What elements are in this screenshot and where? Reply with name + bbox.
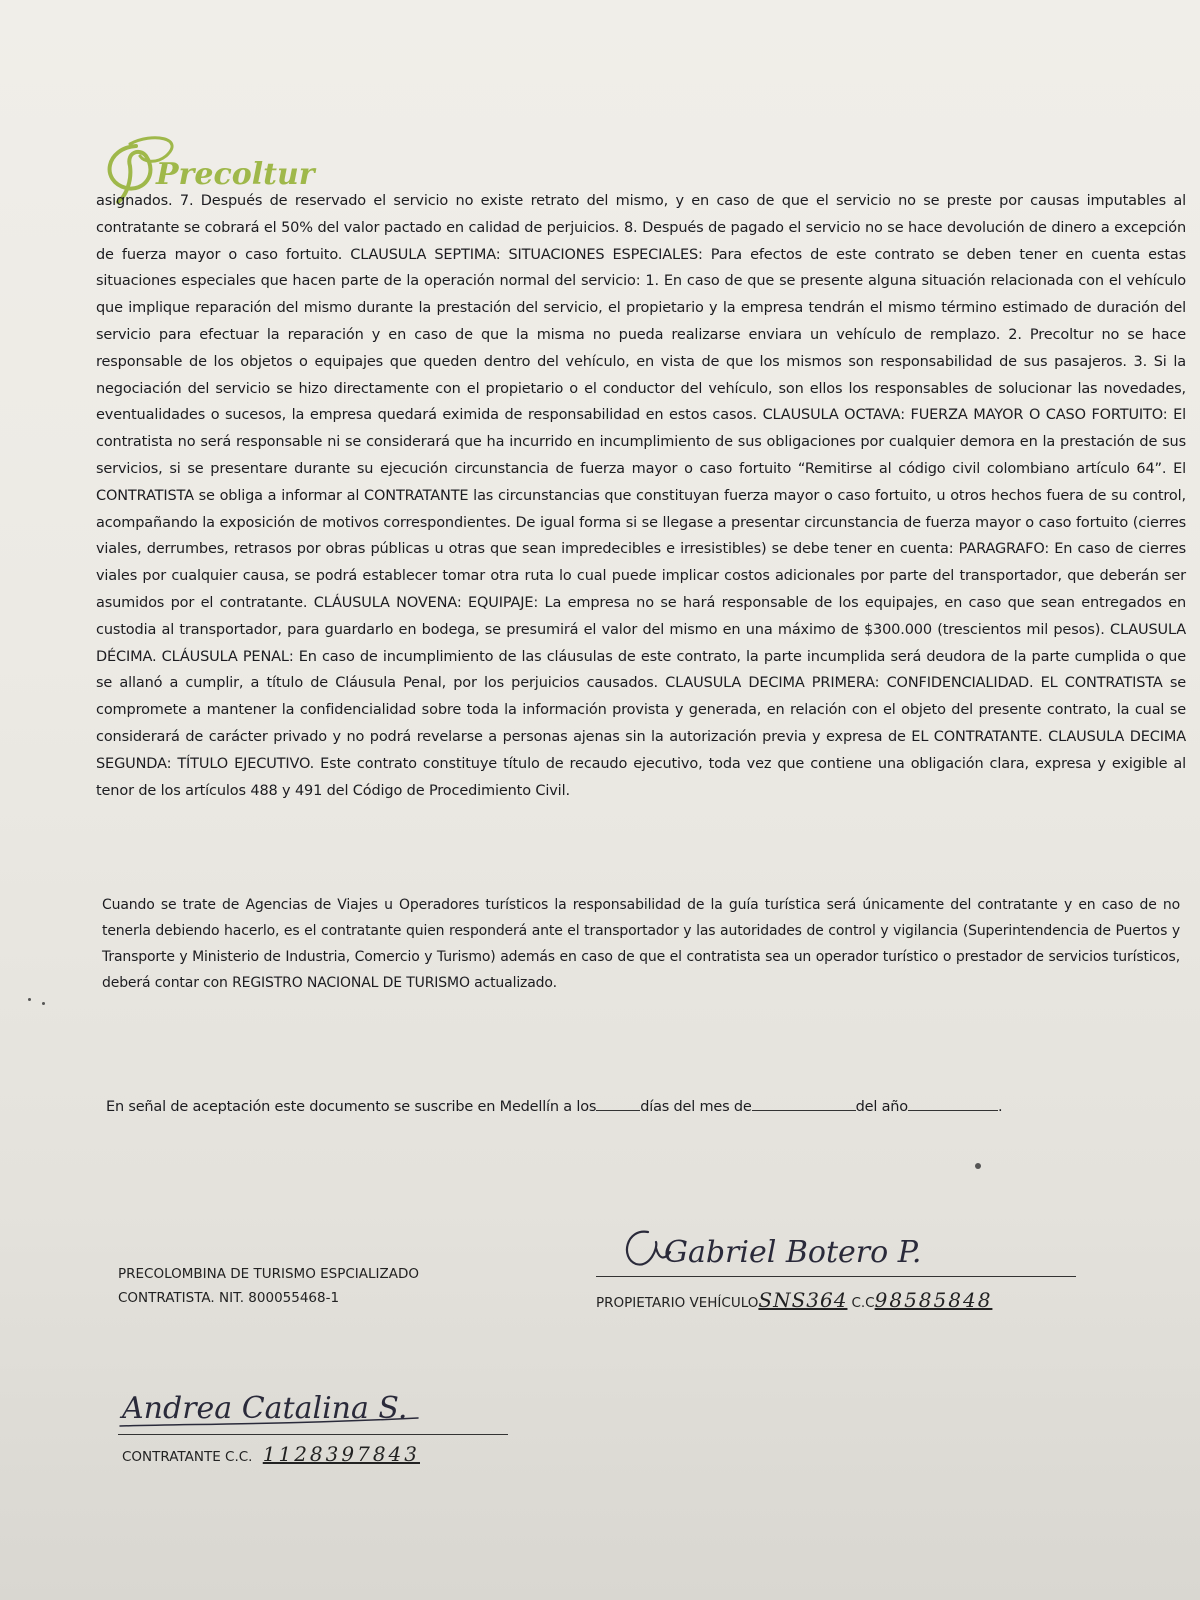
contract-clauses — [96, 188, 1186, 804]
acceptance-text-3: del año — [855, 1099, 908, 1115]
contratante-handwritten-name: Andrea Catalina S. — [122, 1391, 408, 1426]
propietario-signature — [616, 1218, 936, 1278]
contratista-company: PRECOLOMBINA DE TURISMO ESPCIALIZADO — [118, 1266, 420, 1282]
ink-dot — [28, 998, 31, 1001]
logo-wordmark: Precoltur — [156, 157, 315, 192]
ink-dot — [42, 1002, 45, 1005]
propietario-plate: SNS364 — [758, 1288, 848, 1312]
year-blank[interactable] — [908, 1096, 998, 1111]
acceptance-text-1: En señal de aceptación este documento se suscribe en Medellín a los — [106, 1099, 597, 1115]
contratista-nit: CONTRATISTA. NIT. 800055468-1 — [118, 1290, 340, 1306]
acceptance-text-2: días del mes de — [640, 1099, 752, 1115]
acceptance-end: . — [997, 1099, 1003, 1115]
contratante-label-row — [122, 1442, 420, 1466]
propietario-handwritten-name: Gabriel Botero P. — [664, 1235, 922, 1270]
tourism-paragraph-block — [102, 892, 1180, 996]
contratante-signature — [118, 1374, 438, 1434]
propietario-label-row — [596, 1288, 992, 1312]
month-blank[interactable] — [752, 1096, 856, 1111]
contratante-block — [118, 1364, 538, 1464]
propietario-block — [596, 1226, 1076, 1312]
contratante-cc-number: 1128397843 — [262, 1442, 420, 1466]
propietario-label: PROPIETARIO VEHÍCULO — [596, 1295, 759, 1311]
contratante-label: CONTRATANTE C.C. — [122, 1449, 253, 1465]
contratista-block — [118, 1262, 419, 1310]
acceptance-line — [106, 1096, 1106, 1115]
propietario-cc-label: C.C — [851, 1295, 875, 1311]
contratante-signature-line — [118, 1434, 508, 1435]
propietario-signature-line — [596, 1276, 1076, 1277]
clauses-paragraph: asignados. 7. Después de reservado el servicio no existe retrato del mismo, y en caso de que el servicio no se preste por causas imputables al contratante se cobrará el 50% del valor pactado en calidad de perjuicios. 8. Después de pagado el servicio no se hace devolución de dinero a excepción de fuerza mayor o caso fortuito. CLAUSULA SEPTIMA: SITUACIONES ESPECIALES: Para efectos de este contrato se deben tener en cuenta estas situaciones especiales que hacen parte de la operación normal del servicio: 1. En caso de que se presente alguna situación relacionada con el vehículo que implique reparación del mismo durante la prestación del servicio, el propietario y la empresa tendrán el mismo término estimado de duración del servicio para efectuar la reparación y en caso de que la misma no pueda realizarse enviara un vehículo de remplazo. 2. Precoltur no se hace responsable de los objetos o equipajes que queden dentro del vehículo, en vista de que los mismos son responsabilidad de sus pasajeros. 3. Si la negociación del servicio se hizo directamente con el propietario o el conductor del vehículo, son ellos los responsables de solucionar las novedades, eventualidades o sucesos, la empresa quedará eximida de responsabilidad en estos casos. CLAUSULA OCTAVA: FUERZA MAYOR O CASO FORTUITO: El contratista no será responsable ni se considerará que ha incurrido en incumplimiento de sus obligaciones por cualquier demora en la prestación de sus servicios, si se presentare durante su ejecución circunstancia de fuerza mayor o caso fortuito “Remitirse al código civil colombiano artículo 64”. El CONTRATISTA se obliga a informar al CONTRATANTE las circunstancias que constituyan fuerza mayor o caso fortuito, u otros hechos fuera de su control, acompañando la exposición de motivos correspondientes. De igual forma si se llegase a presentar circunstancia de fuerza mayor o caso fortuito (cierres viales, derrumbes, retrasos por obras públicas u otras que sean impredecibles e irresistibles) se debe tener en cuenta: PARAGRAFO: En caso de cierres viales por cualquier causa, se podrá establecer tomar otra ruta lo cual puede implicar costos adicionales por parte del transportador, que deberán ser asumidos por el contratante. CLÁUSULA NOVENA: EQUIPAJE: La empresa no se hará responsable de los equipajes, en caso que sean entregados en custodia al transportador, para guardarlo en bodega, se presumirá el valor del mismo en una máximo de $300.000 (trescientos mil pesos). CLAUSULA DÉCIMA. CLÁUSULA PENAL: En caso de incumplimiento de las cláusulas de este contrato, la parte incumplida será deudora de la parte cumplida o que se allanó a cumplir, a título de Cláusula Penal, por los perjuicios causados. CLAUSULA DECIMA PRIMERA: CONFIDENCIALIDAD. EL CONTRATISTA se compromete a mantener la confidencialidad sobre toda la información provista y generada, en relación con el objeto del presente contrato, la cual se considerará de carácter privado y no podrá revelarse a personas ajenas sin la autorización previa y expresa de EL CONTRATANTE. CLAUSULA DECIMA SEGUNDA: TÍTULO EJECUTIVO. Este contrato constituye título de recaudo ejecutivo, toda vez que contiene una obligación clara, expresa y exigible al tenor de los artículos 488 y 491 del Código de Procedimiento Civil. — [96, 193, 1186, 799]
day-blank[interactable] — [596, 1096, 640, 1111]
propietario-cc-number: 98585848 — [874, 1288, 993, 1312]
ink-dot — [975, 1163, 981, 1169]
tourism-paragraph: Cuando se trate de Agencias de Viajes u Operadores turísticos la responsabilidad de la guía turística será únicamente del contratante y en caso de no tenerla debiendo hacerlo, es el contratante quien responderá ante el transportador y las autoridades de control y vigilancia (Superintendencia de Puertos y Transporte y Ministerio de Industria, Comercio y Turismo) además en caso de que el contratista sea un operador turístico o prestador de servicios turísticos, deberá contar con REGISTRO NACIONAL DE TURISMO actualizado. — [102, 897, 1180, 991]
